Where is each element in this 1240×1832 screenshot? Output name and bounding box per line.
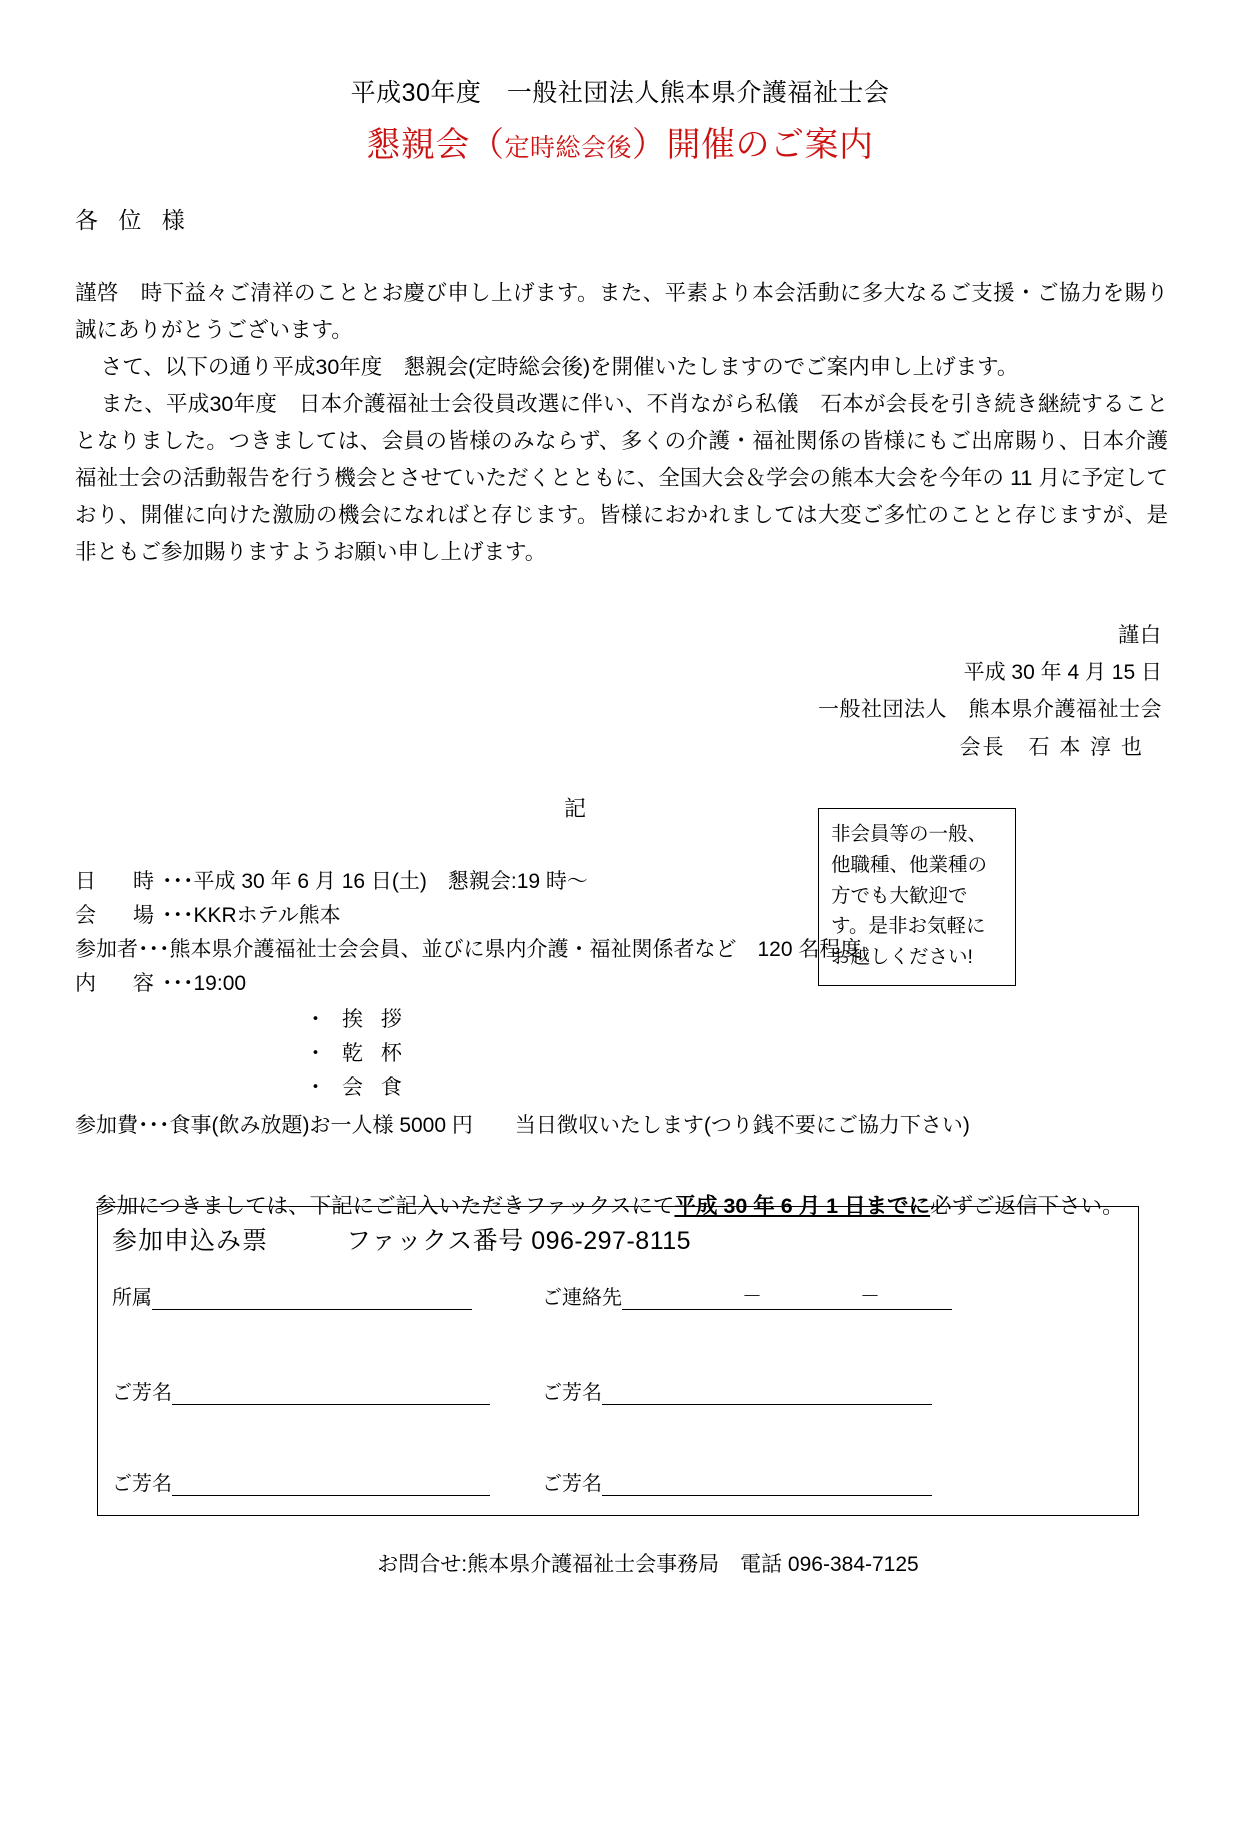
form-row-affiliation-contact xyxy=(98,1281,1138,1310)
program-bullet-item xyxy=(305,1003,1240,1037)
detail-venue-value: ･･･KKRホテル熊本 xyxy=(162,904,341,928)
detail-attendees-label: 参加者 xyxy=(75,938,138,962)
page-title xyxy=(0,125,1240,166)
body-paragraph-2: さて、以下の通り平成30年度 懇親会(定時総会後)を開催いたしますのでご案内申し上げます。 xyxy=(100,354,1019,379)
name-input[interactable] xyxy=(602,1383,932,1405)
closing-date: 平成 30 年 4 月 15 日 xyxy=(963,660,1162,684)
name-input[interactable] xyxy=(172,1383,490,1405)
form-title: 参加申込み票 xyxy=(112,1227,269,1255)
detail-venue-label: 会 場 xyxy=(75,904,162,928)
detail-datetime xyxy=(75,865,1240,899)
application-form[interactable] xyxy=(97,1206,1139,1516)
form-field-name[interactable] xyxy=(112,1376,542,1405)
detail-fee-value: ･･･食事(飲み放題)お一人様 5000 円 当日徴収いたします(つり銭不要にご協力下さい) xyxy=(138,1114,970,1138)
detail-datetime-label: 日 時 xyxy=(75,870,162,894)
name-label: ご芳名 xyxy=(542,1473,602,1495)
program-bullet-list xyxy=(305,1003,1240,1105)
name-label: ご芳名 xyxy=(112,1473,172,1495)
detail-content xyxy=(75,967,1240,1001)
document-page xyxy=(0,78,1240,1832)
program-bullet-item xyxy=(305,1037,1240,1071)
bullet-dot-icon: ・ xyxy=(305,1008,326,1032)
form-fax-number: ファックス番号 096-297-8115 xyxy=(346,1227,692,1255)
bullet-dot-icon: ・ xyxy=(305,1042,326,1066)
salutation: 各 位 様 xyxy=(75,206,192,233)
closing-kinpaku: 謹白 xyxy=(1118,623,1162,647)
body-paragraph-3: また、平成30年度 日本介護福祉士会役員改選に伴い、不肖ながら私儀 石本が会長を引き続き継続することとなりました。つきましては、会員の皆様のみならず、多くの介護・福祉関係の皆様にもご出席賜り、日本介護福祉士会の活動報告を行う機会とさせていただくとともに、全国大会＆学会の熊本大会を今年の 11 月に予定しており、開催に向けた激励の機会になればと存じます。皆様におかれましては大変ご多忙のことと存じますが、是非ともご参加賜りますようお願い申し上げます。 xyxy=(75,391,1168,564)
detail-venue xyxy=(75,899,1240,933)
contact-label: ご連絡先 xyxy=(542,1287,622,1309)
detail-content-value: ･･･19:00 xyxy=(162,972,247,996)
closing-block xyxy=(0,617,1162,767)
name-label: ご芳名 xyxy=(112,1382,172,1404)
document-header xyxy=(0,78,1240,166)
program-bullet-item xyxy=(305,1071,1240,1105)
form-row-names-1 xyxy=(98,1376,1138,1405)
detail-attendees xyxy=(75,933,1240,967)
page-title-paren-note: 定時総会後 xyxy=(504,134,632,162)
program-bullet-label: 挨 拶 xyxy=(342,1008,408,1032)
contact-dash-2: － xyxy=(860,1286,880,1308)
form-row-names-2 xyxy=(98,1467,1138,1496)
form-header xyxy=(98,1207,1138,1257)
affiliation-label: 所属 xyxy=(112,1287,152,1309)
closing-president: 会長 石 本 淳 也 xyxy=(959,735,1144,759)
detail-datetime-value: ･･･平成 30 年 6 月 16 日(土) 懇親会:19 時～ xyxy=(162,870,588,894)
form-field-contact[interactable] xyxy=(542,1281,1042,1310)
program-bullet-label: 乾 杯 xyxy=(342,1042,408,1066)
detail-content-label: 内 容 xyxy=(75,972,162,996)
ki-mark: 記 xyxy=(563,796,586,822)
page-title-part2: ）開催のご案内 xyxy=(632,126,874,164)
sidenote-box: 非会員等の一般、他職種、他業種の方でも大歓迎です。是非お気軽にお越しください! xyxy=(818,808,1016,986)
name-input[interactable] xyxy=(172,1474,490,1496)
form-field-affiliation[interactable] xyxy=(112,1281,542,1310)
contact-dash-1: － xyxy=(742,1286,762,1308)
event-details xyxy=(75,865,1240,1143)
name-input[interactable] xyxy=(602,1474,932,1496)
deadline-prefix: 参加につきましては、下記にご記入いただきファックスにて xyxy=(95,1194,675,1219)
body-text xyxy=(75,275,1168,571)
program-bullet-label: 会 食 xyxy=(342,1076,408,1100)
bullet-dot-icon: ・ xyxy=(305,1076,326,1100)
form-field-name[interactable] xyxy=(542,1467,1042,1496)
detail-attendees-value: ･･･熊本県介護福祉士会会員、並びに県内介護・福祉関係者など 120 名程度 xyxy=(138,938,862,962)
form-field-name[interactable] xyxy=(112,1467,542,1496)
deadline-date-emphasis: 平成 30 年 6 月 1 日までに xyxy=(674,1194,931,1219)
form-field-name[interactable] xyxy=(542,1376,1042,1405)
closing-organization: 一般社団法人 熊本県介護福祉士会 xyxy=(818,698,1162,722)
name-label: ご芳名 xyxy=(542,1382,602,1404)
affiliation-input[interactable] xyxy=(152,1288,472,1310)
header-subtitle: 平成30年度 一般社団法人熊本県介護福祉士会 xyxy=(350,79,890,107)
detail-fee-label: 参加費 xyxy=(75,1114,138,1138)
page-title-part1: 懇親会（ xyxy=(366,126,505,164)
deadline-suffix: 必ずご返信下さい。 xyxy=(930,1194,1124,1219)
detail-fee xyxy=(75,1109,1240,1143)
body-paragraph-1: 謹啓 時下益々ご清祥のこととお慶び申し上げます。また、平素より本会活動に多大なるご支援・ご協力を賜り誠にありがとうございます。 xyxy=(75,280,1168,342)
contact-input[interactable] xyxy=(622,1288,952,1310)
footer-contact: お問合せ:熊本県介護福祉士会事務局 電話 096-384-7125 xyxy=(377,1553,919,1576)
